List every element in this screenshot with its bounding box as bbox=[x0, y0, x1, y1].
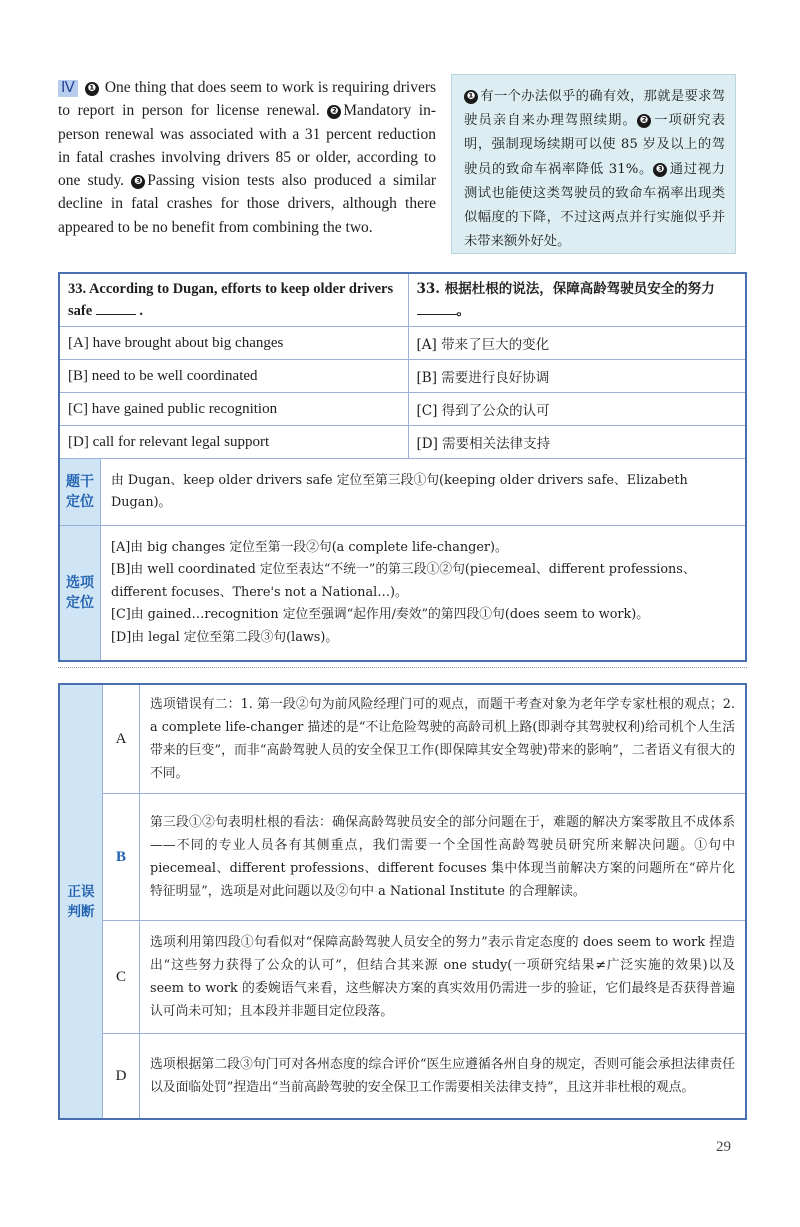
option-zh: [C] 得到了公众的认可 bbox=[408, 393, 746, 426]
option-row bbox=[59, 360, 746, 393]
answer-blank-zh bbox=[417, 304, 457, 315]
option-zh: [A] 带来了巨大的变化 bbox=[408, 327, 746, 360]
stem-locate-text: 由 Dugan、keep older drivers safe 定位至第三段①句(keeping older drivers safe、Elizabeth Dugan)。 bbox=[101, 459, 747, 526]
sentence-3: Passing vision tests also produced a similar decline in fatal crashes for those drivers, although there appeared to be no benefit from combining the two. bbox=[58, 172, 437, 236]
option-en: [B] need to be well coordinated bbox=[59, 360, 408, 393]
option-locate-label: 选项定位 bbox=[59, 526, 101, 662]
translation-number-1: ❶ bbox=[464, 90, 478, 104]
question-table bbox=[58, 272, 747, 662]
sentence-number-1: ❶ bbox=[85, 82, 99, 96]
question-stem-zh: 33. 根据杜根的说法，保障高龄驾驶员安全的努力。 bbox=[408, 273, 746, 327]
judgement-row bbox=[59, 794, 746, 921]
option-locate-line: [A]由 big changes 定位至第一段②句(a complete life-changer)。 bbox=[111, 539, 508, 555]
judgement-text: 选项根据第二段③句门可对各州态度的综合评价“医生应遵循各州自身的规定，否则可能会承担法律责任以及面临处罚”捏造出“当前高龄驾驶的安全保卫工作需要相关法律支持”，且这并非杜根的观点。 bbox=[140, 1034, 747, 1120]
translation-box bbox=[451, 74, 736, 254]
option-en: [A] have brought about big changes bbox=[59, 327, 408, 360]
option-zh: [D] 需要相关法律支持 bbox=[408, 426, 746, 459]
option-locate-line: [B]由 well coordinated 定位至表达“不统一”的第三段①②句(piecemeal、different professions、different focuses、There's not a National…)。 bbox=[111, 562, 696, 600]
question-stem-en: 33. According to Dugan, efforts to keep older drivers safe . bbox=[59, 273, 408, 327]
option-locate-text bbox=[101, 526, 747, 662]
judgement-row bbox=[59, 1034, 746, 1120]
judgement-label: 正误判断 bbox=[59, 684, 103, 1119]
translation-1: 有一个办法似乎的确有效，那就是要求驾驶员亲自来办理驾照续期。 bbox=[464, 89, 725, 129]
passage-paragraph bbox=[58, 76, 436, 239]
judgement-text: 选项利用第四段①句看似对“保障高龄驾驶人员安全的努力”表示肯定态度的 does seem to work 捏造出“这些努力获得了公众的认可”，但结合其来源 one study(一项研究结果≠广泛实施的效果)以及 seem to work 的委婉语气来看，这些解决方案的真实效用仍需进一步的验证，它们最终是否获得普遍认可尚未可知；且本段并非题目定位段落。 bbox=[140, 921, 747, 1034]
judgement-text: 第三段①②句表明杜根的看法：确保高龄驾驶员安全的部分问题在于，难题的解决方案零散且不成体系——不同的专业人员各有其侧重点，我们需要一个全国性高龄驾驶员研究所来解决问题。①句中 piecemeal、different professions、different focuses 集中体现当前解决方案的问题所在“碎片化特征明显”，选项是对此问题以及②句中 a National Institute 的合理解读。 bbox=[140, 794, 747, 921]
judgement-text: 选项错误有二：1. 第一段②句为前风险经理门可的观点，而题干考查对象为老年学专家杜根的观点；2. a complete life-changer 描述的是“不让危险驾驶的高龄司机上路(即剥夺其驾驶权利)给司机个人生活带来的巨变”，而非“高龄驾驶人员的安全保卫工作(即保障其安全驾驶)带来的影响”，二者语义有很大的不同。 bbox=[140, 684, 747, 794]
judgement-letter: B bbox=[103, 794, 140, 921]
sentence-number-3: ❸ bbox=[131, 175, 145, 189]
answer-blank bbox=[96, 304, 136, 315]
judgement-row bbox=[59, 921, 746, 1034]
judgement-row bbox=[59, 684, 746, 794]
option-row bbox=[59, 393, 746, 426]
translation-3: 通过视力测试也能使这类驾驶员的致命车祸率出现类似幅度的下降，不过这两点并行实施似乎并未带来额外好处。 bbox=[464, 161, 726, 250]
judgement-letter: A bbox=[103, 684, 140, 794]
judgement-table bbox=[58, 683, 747, 1120]
section-divider bbox=[58, 667, 747, 668]
sentence-number-2: ❷ bbox=[327, 105, 341, 119]
translation-2: 一项研究表明，强制现场续期可以使 85 岁及以上的驾驶员的致命车祸率降低 31%。 bbox=[464, 113, 726, 177]
judgement-letter: C bbox=[103, 921, 140, 1034]
option-row bbox=[59, 327, 746, 360]
sentence-2: Mandatory in-person renewal was associated with a 31 percent reduction in fatal crashes involving drivers 85 or older, according to one study. bbox=[58, 102, 437, 190]
question-stem-row bbox=[59, 273, 746, 327]
option-locate-row bbox=[59, 526, 746, 662]
translation-number-3: ❸ bbox=[653, 163, 667, 177]
stem-locate-row bbox=[59, 459, 746, 526]
option-locate-line: [C]由 gained…recognition 定位至强调“起作用/奏效”的第四段①句(does seem to work)。 bbox=[111, 607, 650, 623]
option-en: [D] call for relevant legal support bbox=[59, 426, 408, 459]
option-en: [C] have gained public recognition bbox=[59, 393, 408, 426]
option-row bbox=[59, 426, 746, 459]
option-locate-line: [D]由 legal 定位至第二段③句(laws)。 bbox=[111, 629, 339, 645]
paragraph-marker: Ⅳ bbox=[58, 80, 78, 97]
option-zh: [B] 需要进行良好协调 bbox=[408, 360, 746, 393]
page-number: 29 bbox=[716, 1139, 731, 1155]
sentence-1: One thing that does seem to work is requiring drivers to report in person for license renewal. bbox=[58, 79, 437, 120]
translation-number-2: ❷ bbox=[637, 114, 651, 128]
judgement-letter: D bbox=[103, 1034, 140, 1120]
stem-locate-label: 题干定位 bbox=[59, 459, 101, 526]
